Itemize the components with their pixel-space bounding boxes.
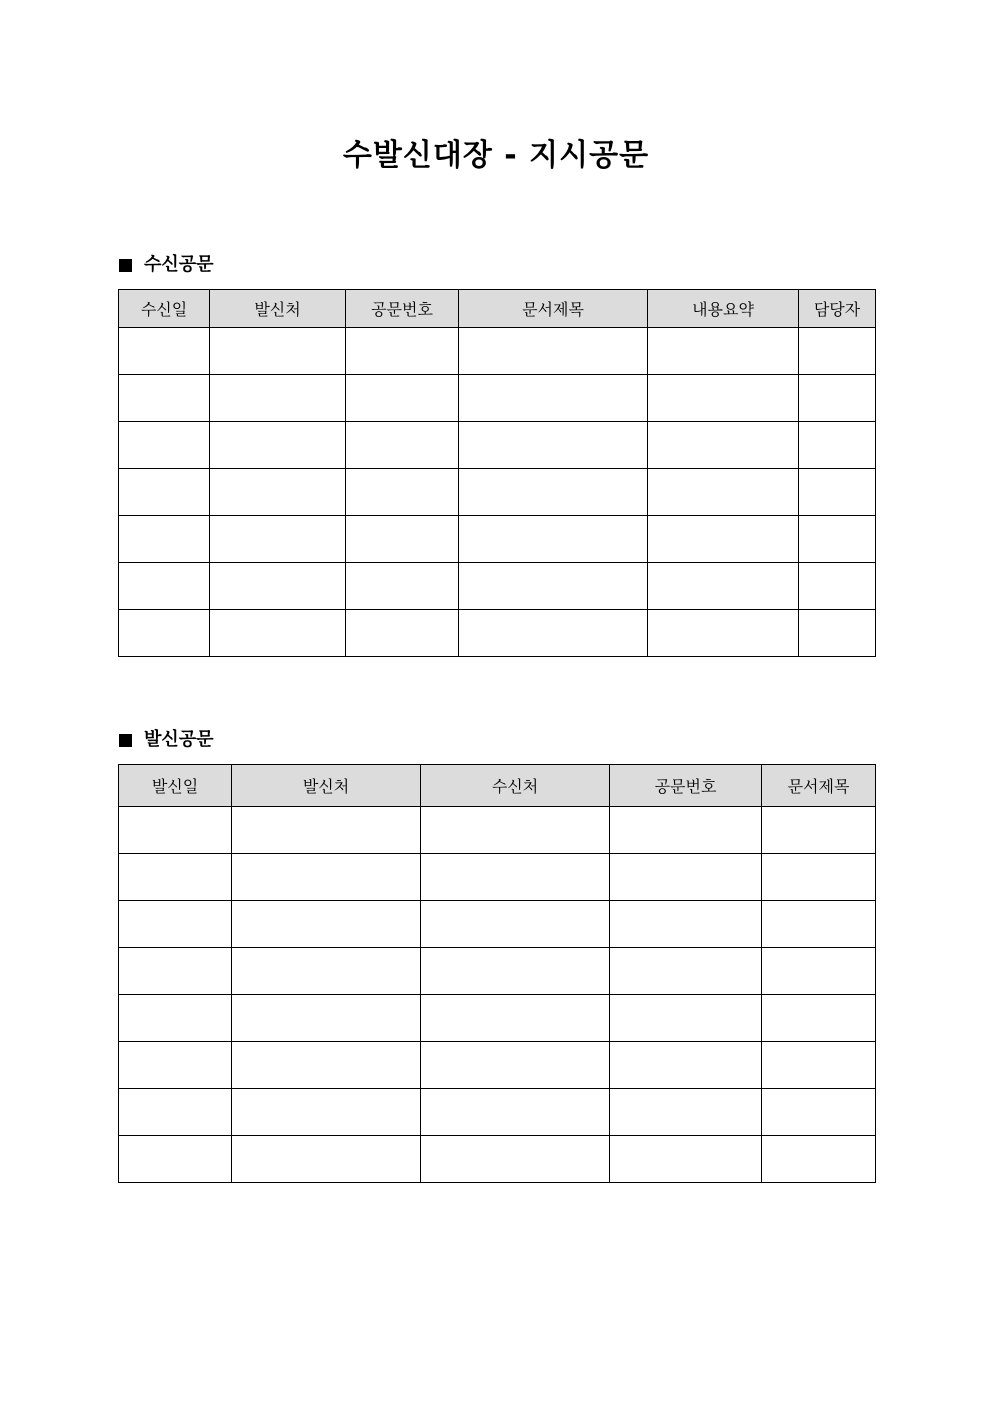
table-cell[interactable]	[610, 1136, 762, 1183]
table-cell[interactable]	[119, 854, 232, 901]
table-cell[interactable]	[799, 469, 876, 516]
table-header-row	[119, 290, 876, 328]
table-cell[interactable]	[610, 901, 762, 948]
table-cell[interactable]	[762, 948, 876, 995]
table-cell[interactable]	[119, 807, 232, 854]
table-cell[interactable]	[799, 563, 876, 610]
table-row	[119, 516, 876, 563]
column-header-doc-number: 공문번호	[346, 290, 459, 328]
table-cell[interactable]	[119, 610, 210, 657]
table-cell[interactable]	[648, 610, 799, 657]
table-cell[interactable]	[648, 563, 799, 610]
section-heading-label: 발신공문	[144, 729, 214, 750]
table-cell[interactable]	[232, 1136, 421, 1183]
table-cell[interactable]	[119, 328, 210, 375]
column-header-doc-title: 문서제목	[459, 290, 648, 328]
table-cell[interactable]	[210, 469, 346, 516]
table-cell[interactable]	[610, 1089, 762, 1136]
column-header-sent-date: 발신일	[119, 765, 232, 807]
column-header-sender: 발신처	[210, 290, 346, 328]
section-heading-sent	[119, 726, 214, 754]
table-row	[119, 995, 876, 1042]
table-cell[interactable]	[421, 854, 610, 901]
table-cell[interactable]	[346, 469, 459, 516]
table-cell[interactable]	[421, 1042, 610, 1089]
table-cell[interactable]	[762, 1089, 876, 1136]
table-cell[interactable]	[210, 563, 346, 610]
table-row	[119, 563, 876, 610]
square-bullet-icon	[119, 734, 132, 747]
received-register-table	[118, 289, 876, 657]
column-header-doc-number: 공문번호	[610, 765, 762, 807]
table-cell[interactable]	[421, 807, 610, 854]
table-cell[interactable]	[119, 995, 232, 1042]
table-cell[interactable]	[232, 948, 421, 995]
table-row	[119, 610, 876, 657]
table-row	[119, 901, 876, 948]
table-cell[interactable]	[762, 854, 876, 901]
column-header-summary: 내용요약	[648, 290, 799, 328]
table-cell[interactable]	[459, 516, 648, 563]
table-cell[interactable]	[762, 1136, 876, 1183]
table-cell[interactable]	[210, 422, 346, 469]
table-cell[interactable]	[648, 422, 799, 469]
table-cell[interactable]	[210, 610, 346, 657]
column-header-sender: 발신처	[232, 765, 421, 807]
table-cell[interactable]	[762, 901, 876, 948]
table-cell[interactable]	[610, 995, 762, 1042]
table-cell[interactable]	[459, 563, 648, 610]
table-cell[interactable]	[210, 375, 346, 422]
table-cell[interactable]	[799, 610, 876, 657]
table-cell[interactable]	[459, 469, 648, 516]
table-cell[interactable]	[762, 807, 876, 854]
table-header-row	[119, 765, 876, 807]
table-row	[119, 948, 876, 995]
table-cell[interactable]	[210, 516, 346, 563]
table-cell[interactable]	[459, 375, 648, 422]
page-title: 수발신대장 - 지시공문	[342, 138, 650, 173]
table-cell[interactable]	[799, 516, 876, 563]
table-row	[119, 807, 876, 854]
table-cell[interactable]	[421, 1136, 610, 1183]
table-cell[interactable]	[119, 1136, 232, 1183]
table-cell[interactable]	[119, 375, 210, 422]
column-header-doc-title: 문서제목	[762, 765, 876, 807]
table-cell[interactable]	[346, 375, 459, 422]
table-cell[interactable]	[232, 854, 421, 901]
section-heading-received	[119, 251, 214, 279]
table-cell[interactable]	[459, 422, 648, 469]
table-cell[interactable]	[799, 422, 876, 469]
table-cell[interactable]	[610, 1042, 762, 1089]
table-cell[interactable]	[459, 328, 648, 375]
table-cell[interactable]	[346, 516, 459, 563]
table-row	[119, 469, 876, 516]
table-cell[interactable]	[119, 1042, 232, 1089]
table-cell[interactable]	[459, 610, 648, 657]
section-heading-label: 수신공문	[144, 254, 214, 275]
table-row	[119, 854, 876, 901]
table-cell[interactable]	[119, 422, 210, 469]
table-cell[interactable]	[119, 469, 210, 516]
table-cell[interactable]	[232, 995, 421, 1042]
table-cell[interactable]	[799, 328, 876, 375]
column-header-received-date: 수신일	[119, 290, 210, 328]
table-cell[interactable]	[346, 328, 459, 375]
table-cell[interactable]	[232, 1042, 421, 1089]
table-row	[119, 375, 876, 422]
table-cell[interactable]	[421, 1089, 610, 1136]
table-cell[interactable]	[119, 563, 210, 610]
table-cell[interactable]	[119, 948, 232, 995]
table-cell[interactable]	[346, 563, 459, 610]
table-cell[interactable]	[346, 422, 459, 469]
received-table-body	[119, 328, 876, 657]
table-cell[interactable]	[610, 948, 762, 995]
table-cell[interactable]	[346, 610, 459, 657]
table-cell[interactable]	[648, 469, 799, 516]
table-cell[interactable]	[648, 328, 799, 375]
table-cell[interactable]	[762, 1042, 876, 1089]
table-cell[interactable]	[421, 948, 610, 995]
table-row	[119, 422, 876, 469]
table-cell[interactable]	[119, 1089, 232, 1136]
column-header-manager: 담당자	[799, 290, 876, 328]
table-cell[interactable]	[119, 516, 210, 563]
square-bullet-icon	[119, 259, 132, 272]
table-cell[interactable]	[232, 901, 421, 948]
table-cell[interactable]	[799, 375, 876, 422]
table-cell[interactable]	[762, 995, 876, 1042]
table-cell[interactable]	[610, 854, 762, 901]
table-cell[interactable]	[648, 516, 799, 563]
table-row	[119, 328, 876, 375]
table-cell[interactable]	[610, 807, 762, 854]
table-cell[interactable]	[421, 901, 610, 948]
table-cell[interactable]	[119, 901, 232, 948]
table-cell[interactable]	[232, 807, 421, 854]
sent-register-table	[118, 764, 876, 1183]
column-header-recipient: 수신처	[421, 765, 610, 807]
table-row	[119, 1042, 876, 1089]
sent-table-body	[119, 807, 876, 1183]
table-cell[interactable]	[648, 375, 799, 422]
table-cell[interactable]	[421, 995, 610, 1042]
table-row	[119, 1136, 876, 1183]
table-cell[interactable]	[210, 328, 346, 375]
table-cell[interactable]	[232, 1089, 421, 1136]
table-row	[119, 1089, 876, 1136]
